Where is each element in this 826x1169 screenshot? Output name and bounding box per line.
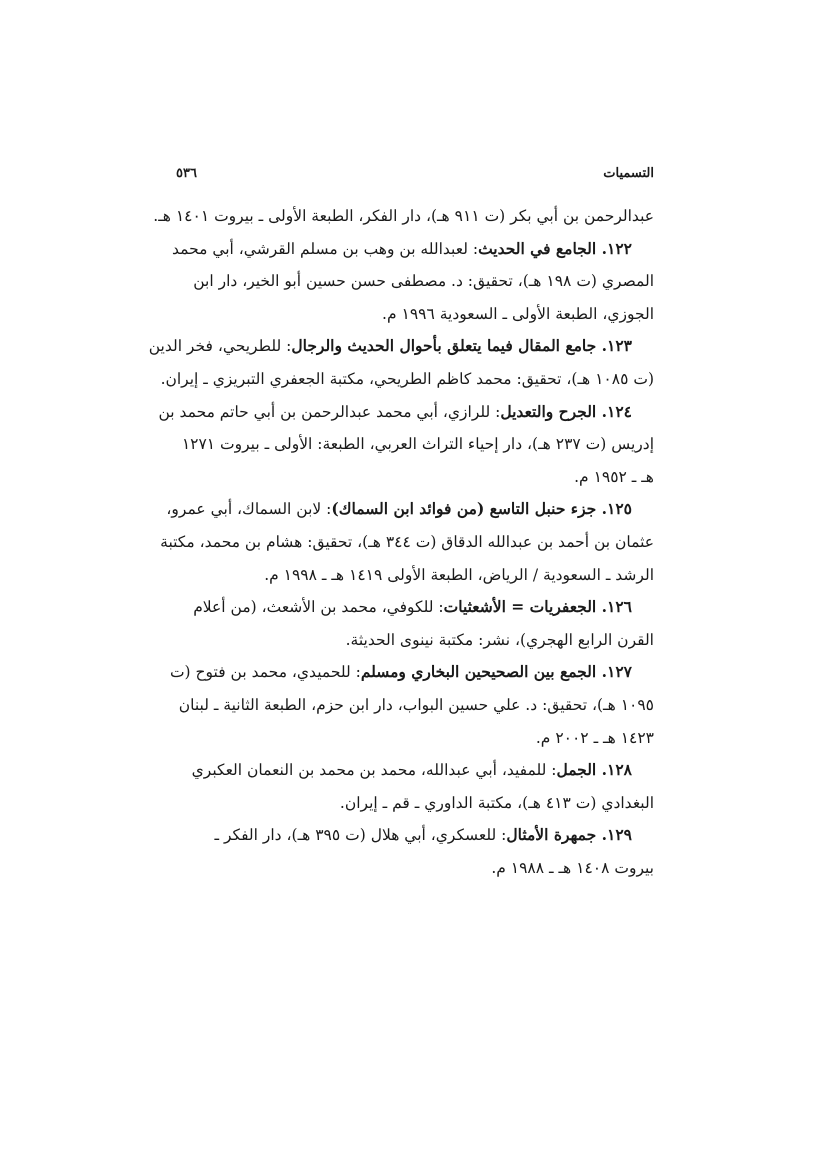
entry-title: ١٢٣. جامع المقال فيما يتعلق بأحوال الحديث والرجال (291, 336, 632, 356)
entry-text: (ت ١٠٨٥ هـ)، تحقيق: محمد كاظم الطريحي، مكتبة الجعفري التبريزي ـ إيران. (160, 369, 654, 388)
entry-text: ١٠٩٥ هـ)، تحقيق: د. علي حسين البواب، دار ابن حزم، الطبعة الثانية ـ لبنان (178, 695, 654, 714)
entry-title: ١٢٥. جزء حنبل التاسع (من فوائد ابن السماك) (331, 499, 632, 519)
text-line (176, 852, 654, 885)
entry-text: عثمان بن أحمد بن عبدالله الدقاق (ت ٣٤٤ هـ)، تحقيق: هشام بن محمد، مكتبة (160, 532, 654, 551)
entry-title: ١٢٢. الجامع في الحديث (478, 238, 632, 258)
text-line (153, 200, 654, 233)
text-line (176, 624, 654, 657)
page-number: ٥٣٦ (176, 165, 197, 181)
text-line (158, 396, 654, 429)
text-line (171, 233, 654, 266)
text-line (176, 689, 654, 722)
text-line (166, 493, 654, 526)
running-header (176, 160, 654, 186)
entry-text: : للرازي، أبي محمد عبدالرحمن بن أبي حاتم محمد بن (158, 402, 501, 421)
text-line (160, 363, 654, 396)
bibliography-text (148, 200, 654, 884)
entry-text: : للمفيد، أبي عبدالله، محمد بن محمد بن النعمان العكبري (191, 761, 557, 780)
text-line (148, 330, 654, 363)
text-line (176, 787, 654, 820)
entry-text: هـ ـ ١٩٥٢ م. (574, 467, 654, 486)
entry-text: ١٤٢٣ هـ ـ ٢٠٠٢ م. (535, 728, 654, 747)
text-line (176, 819, 654, 852)
entry-text: : لابن السماك، أبي عمرو، (166, 500, 332, 519)
text-line (176, 428, 654, 461)
entry-title: ١٢٦. الجعفريات = الأشعثيات (443, 597, 632, 617)
entry-title: ١٢٨. الجمل (556, 760, 632, 780)
text-line (169, 656, 654, 689)
entry-title: ١٢٤. الجرح والتعديل (500, 401, 632, 421)
entry-text: : للعسكري، أبي هلال (ت ٣٩٥ هـ)، دار الفكر ـ (214, 826, 507, 845)
entry-text: القرن الرابع الهجري)، نشر: مكتبة نينوى الحديثة. (345, 630, 654, 649)
entry-text: الرشد ـ السعودية / الرياض، الطبعة الأولى ١٤١٩ هـ ـ ١٩٩٨ م. (264, 565, 654, 584)
text-line (160, 526, 654, 559)
entry-text: إدريس (ت ٢٣٧ هـ)، دار إحياء التراث العربي، الطبعة: الأولى ـ بيروت ١٢٧١ (181, 435, 654, 454)
entry-text: البغدادي (ت ٤١٣ هـ)، مكتبة الداوري ـ قم ـ إيران. (339, 793, 654, 812)
text-line (176, 559, 654, 592)
entry-title: ١٢٩. جمهرة الأمثال (506, 825, 632, 845)
entry-text: بيروت ١٤٠٨ هـ ـ ١٩٨٨ م. (491, 858, 654, 877)
entry-text: : لعبدالله بن وهب بن مسلم القرشي، أبي محمد (171, 239, 479, 258)
entry-text: : للكوفي، محمد بن الأشعث، (من أعلام (193, 598, 444, 617)
text-line (176, 265, 654, 298)
text-line (176, 722, 654, 755)
text-line (176, 461, 654, 494)
entry-text: عبدالرحمن بن أبي بكر (ت ٩١١ هـ)، دار الفكر، الطبعة الأولى ـ بيروت ١٤٠١ هـ. (153, 207, 654, 225)
entry-text: الجوزي، الطبعة الأولى ـ السعودية ١٩٩٦ م. (382, 304, 654, 323)
entry-text: : للحميدي، محمد بن فتوح (ت (169, 663, 361, 682)
entry-text: : للطريحي، فخر الدين (148, 337, 292, 356)
text-line (176, 591, 654, 624)
text-line (176, 298, 654, 331)
section-title: التسميات (603, 165, 654, 181)
text-line (176, 754, 654, 787)
entry-text: المصري (ت ١٩٨ هـ)، تحقيق: د. مصطفى حسن حسين أبو الخير، دار ابن (193, 272, 654, 291)
entry-title: ١٢٧. الجمع بين الصحيحين البخاري ومسلم (360, 662, 632, 682)
